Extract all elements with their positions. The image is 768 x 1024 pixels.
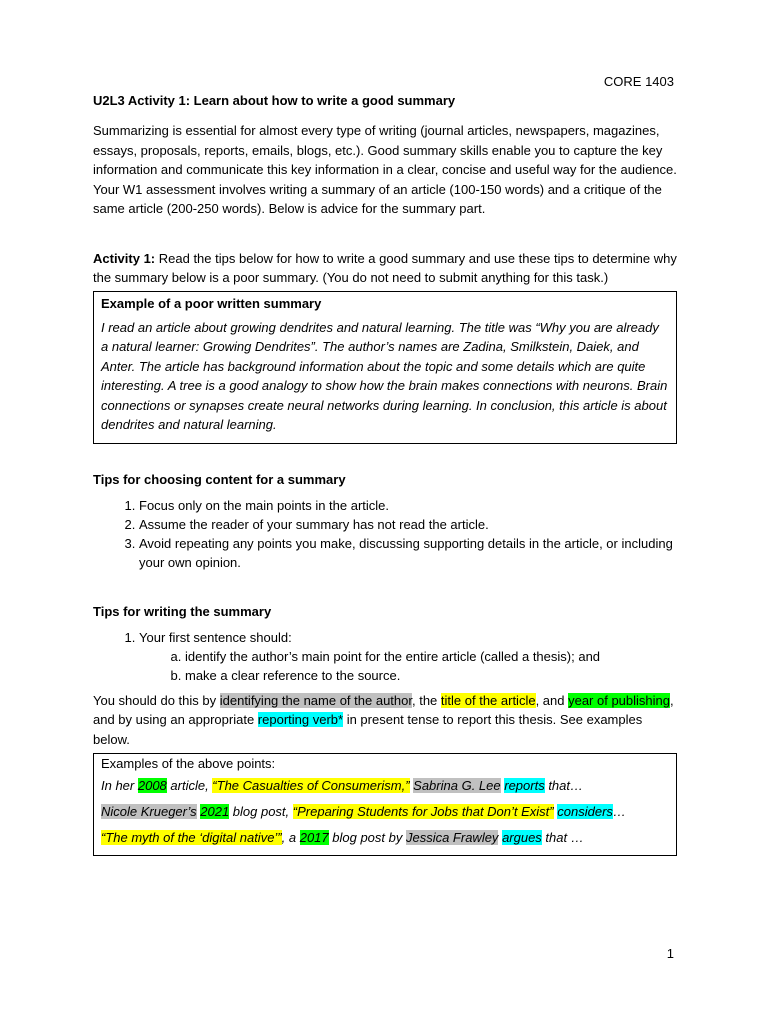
highlight-verb: reports — [504, 778, 545, 793]
text-run: You should do this by — [93, 692, 220, 708]
example-line-3 — [101, 825, 669, 851]
highlight-author: Sabrina G. Lee — [413, 778, 501, 793]
page-number: 1 — [666, 946, 674, 961]
highlight-verb: reporting verb* — [257, 712, 344, 727]
highlight-year: 2017 — [299, 830, 329, 845]
text-run: that … — [541, 830, 584, 845]
text-run: blog post by — [328, 830, 406, 845]
list-item: 3. Avoid repeating any points you make, discussing supporting details in the article, or including your own opinion. — [139, 534, 677, 572]
poor-example-title: Example of a poor written summary — [101, 295, 322, 311]
intro-paragraph: Summarizing is essential for almost every type of writing (journal articles, newspapers, magazines, essays, proposals, reports, emails, blogs, etc.). Good summary skills enable you to capture the key information and communicate this key information in a clear, concise and useful way for the audience. Your W1 assessment involves writing a summary of an article (100-150 words) and a critique of the same article (200-250 words). Below is advice for the summary part. — [93, 123, 677, 216]
list-item — [139, 628, 677, 685]
highlight-verb: considers — [557, 804, 613, 819]
highlight-year: 2021 — [200, 804, 230, 819]
sub-list-item: b. make a clear reference to the source. — [185, 666, 677, 685]
sub-list — [139, 647, 677, 685]
highlight-title: “The Casualties of Consumerism,” — [212, 778, 410, 793]
text-run: that… — [544, 778, 583, 793]
content-tips-list — [93, 496, 677, 572]
sub-list-item: a. identify the author’s main point for the entire article (called a thesis); and — [185, 647, 677, 666]
instructions-paragraph — [93, 691, 677, 750]
highlight-author: identifying the name of the author — [219, 692, 412, 708]
examples-box — [93, 753, 677, 856]
text-run: , and by using an appropriate — [93, 692, 674, 727]
writing-tips-heading: Tips for writing the summary — [93, 603, 272, 619]
course-code: CORE 1403 — [603, 74, 674, 89]
text-run: In her — [101, 778, 138, 793]
example-line-2 — [101, 799, 669, 825]
highlight-author: Nicole Krueger’s — [101, 804, 197, 819]
highlight-year: year of publishing — [568, 692, 670, 708]
highlight-year: 2008 — [137, 778, 167, 793]
example-line-1 — [101, 773, 669, 799]
list-item-text: Your first sentence should: — [139, 629, 292, 645]
text-run: in present tense to report this thesis. See examples below. — [93, 712, 643, 747]
content-tips-heading: Tips for choosing content for a summary — [93, 471, 346, 487]
highlight-title: title of the article — [440, 692, 536, 708]
activity-label: Activity 1: — [93, 250, 156, 266]
highlight-verb: argues — [502, 830, 542, 845]
text-run: , a — [281, 830, 300, 845]
document-body — [93, 92, 677, 856]
list-item: 1. Focus only on the main points in the article. — [139, 496, 677, 515]
page-title: U2L3 Activity 1: Learn about how to write a good summary — [93, 93, 456, 108]
poor-example-text: I read an article about growing dendrites and natural learning. The title was “Why you are already a natural learner: Growing Dendrites”. The author’s names are Zadina, Smilkstein, Daiek, and Anter. The article has background information about the topic and some details which are quite interesting. A tree is a good analogy to show how the brain makes connections with neurons. Brain connections or synapses create neural networks during learning. In conclusion, this article is about dendrites and natural learning. — [101, 319, 668, 432]
text-run: article, — [166, 778, 213, 793]
highlight-title: “Preparing Students for Jobs that Don’t Exist” — [292, 804, 554, 819]
poor-example-box — [93, 291, 677, 444]
text-run: … — [612, 804, 626, 819]
examples-title: Examples of the above points: — [101, 756, 276, 771]
highlight-title: “The myth of the ‘digital native’” — [101, 830, 282, 845]
writing-tips-list — [93, 628, 677, 685]
text-run: , and — [535, 692, 569, 708]
activity-text: Read the tips below for how to write a good summary and use these tips to determine why the summary below is a poor summary. (You do not need to submit anything for this task.) — [93, 250, 677, 285]
list-item: 2. Assume the reader of your summary has not read the article. — [139, 515, 677, 534]
activity-paragraph — [93, 249, 677, 288]
text-run: , the — [411, 692, 441, 708]
text-run: blog post, — [229, 804, 293, 819]
highlight-author: Jessica Frawley — [405, 830, 499, 845]
